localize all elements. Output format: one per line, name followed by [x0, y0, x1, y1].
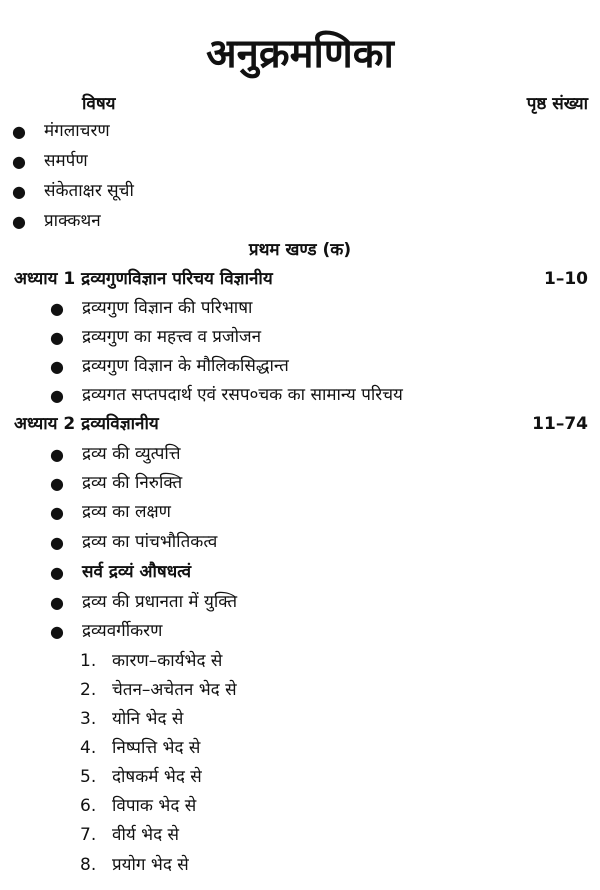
list-item: ● समर्पण	[0, 147, 600, 176]
list-item: ● द्रव्य का लक्षण	[0, 498, 600, 527]
list-item: ● प्राक्कथन	[0, 207, 600, 236]
list-item: ● द्रव्यगुण का महत्त्व व प्रजोजन	[0, 323, 600, 352]
bullet-icon: ●	[50, 503, 64, 522]
numbered-item: 4. निष्पत्ति भेद से	[80, 738, 201, 758]
numbered-item: 7. वीर्य भेद से	[80, 825, 179, 845]
bullet-icon: ●	[50, 622, 64, 641]
bullet-icon: ●	[50, 445, 64, 464]
list-item: ● द्रव्य की निरुक्ति	[0, 469, 600, 498]
list-item: ● द्रव्यगुण विज्ञान की परिभाषा	[0, 294, 600, 323]
list-item: ● द्रव्यवर्गीकरण	[0, 617, 600, 646]
bullet-icon: ●	[50, 563, 64, 582]
page-range: 1–10	[544, 269, 588, 289]
bullet-icon: ●	[12, 212, 26, 231]
list-item: ● मंगलाचरण	[0, 117, 600, 146]
list-item: ● संकेताक्षर सूची	[0, 177, 600, 206]
numbered-item: 5. दोषकर्म भेद से	[80, 767, 202, 787]
subject-column-header: विषय	[82, 94, 116, 114]
page-title: अनुक्रमणिका	[206, 31, 394, 77]
numbered-item: 1. कारण–कार्यभेद से	[80, 651, 223, 671]
list-item: ● सर्व द्रव्यं औषधत्वं	[0, 558, 600, 587]
section-heading: प्रथम खण्ड (क)	[248, 240, 352, 260]
bullet-icon: ●	[50, 299, 64, 318]
numbered-item: 8. प्रयोग भेद से	[80, 855, 189, 875]
bullet-icon: ●	[50, 533, 64, 552]
page-range: 11–74	[532, 414, 588, 434]
numbered-item: 3. योनि भेद से	[80, 709, 184, 729]
list-item: ● द्रव्य की प्रधानता में युक्ति	[0, 588, 600, 617]
page-number-column-header: पृष्ठ संख्या	[526, 94, 588, 114]
list-item: ● द्रव्यगत सप्तपदार्थ एवं रसप०चक का सामान्य परिचय	[0, 381, 600, 410]
bullet-icon: ●	[50, 593, 64, 612]
chapter-heading: अध्याय 1 द्रव्यगुणविज्ञान परिचय विज्ञानीय 1–10	[0, 265, 600, 294]
bullet-icon: ●	[50, 474, 64, 493]
list-item: ● द्रव्य का पांचभौतिकत्व	[0, 528, 600, 557]
list-item: ● द्रव्यगुण विज्ञान के मौलिकसिद्धान्त	[0, 352, 600, 381]
chapter-heading: अध्याय 2 द्रव्यविज्ञानीय 11–74	[0, 410, 600, 439]
bullet-icon: ●	[12, 152, 26, 171]
numbered-item: 2. चेतन–अचेतन भेद से	[80, 680, 237, 700]
list-item: ● द्रव्य की व्युत्पत्ति	[0, 440, 600, 469]
bullet-icon: ●	[50, 328, 64, 347]
numbered-item: 6. विपाक भेद से	[80, 796, 197, 816]
bullet-icon: ●	[12, 182, 26, 201]
bullet-icon: ●	[12, 122, 26, 141]
bullet-icon: ●	[50, 357, 64, 376]
bullet-icon: ●	[50, 386, 64, 405]
